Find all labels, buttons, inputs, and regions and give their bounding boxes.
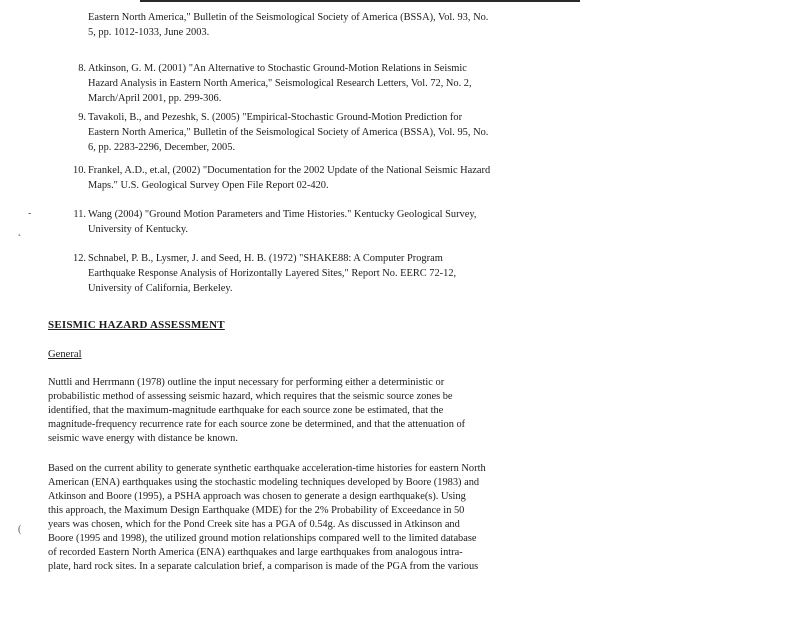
reference-line: 5, pp. 1012-1033, June 2003. <box>88 27 210 38</box>
reference-line: Eastern North America," Bulletin of the Seismological Society of America (BSSA), Vol. 93, No. <box>88 12 489 23</box>
paragraph-line: identified, that the maximum-magnitude earthquake for each source zone be estimated, that the <box>48 405 444 416</box>
reference-number: 11. <box>73 209 86 220</box>
body-paragraph <box>48 376 566 446</box>
reference-text <box>88 10 566 40</box>
reference-text <box>88 61 566 106</box>
reference-line: Earthquake Response Analysis of Horizontally Layered Sites," Report No. EERC 72-12, <box>88 268 457 279</box>
reference-line: Wang (2004) "Ground Motion Parameters and Time Histories." Kentucky Geological Survey, <box>88 209 477 220</box>
subsection-heading: General <box>48 349 82 360</box>
paragraph-line: of recorded Eastern North America (ENA) earthquakes and large earthquakes from analogous intra- <box>48 547 463 558</box>
reference-line: University of California, Berkeley. <box>88 283 233 294</box>
reference-line: Eastern North America," Bulletin of the Seismological Society of America (BSSA), Vol. 95, No. <box>88 127 489 138</box>
body-paragraph <box>48 462 566 574</box>
reference-text <box>88 207 566 237</box>
reference-line: 6, pp. 2283-2296, December, 2005. <box>88 142 236 153</box>
scan-mark: ˛ <box>18 226 22 237</box>
reference-line: Hazard Analysis in Eastern North America," Seismological Research Letters, Vol. 72, No. 2, <box>88 78 472 89</box>
reference-text <box>88 110 566 155</box>
reference-number: 10. <box>73 165 86 176</box>
reference-number: 12. <box>73 253 86 264</box>
paragraph-line: Based on the current ability to generate synthetic earthquake acceleration-time histories for eastern North <box>48 463 486 474</box>
paragraph-line: magnitude-frequency recurrence rate for each source zone be determined, and that the attenuation of <box>48 419 466 430</box>
reference-line: Atkinson, G. M. (2001) "An Alternative to Stochastic Ground-Motion Relations in Seismic <box>88 63 467 74</box>
paragraph-line: Atkinson and Boore (1995), a PSHA approach was chosen to generate a design earthquake(s). Using <box>48 491 466 502</box>
reference-line: March/April 2001, pp. 299-306. <box>88 93 222 104</box>
reference-line: Schnabel, P. B., Lysmer, J. and Seed, H. B. (1972) "SHAKE88: A Computer Program <box>88 253 443 264</box>
scan-mark: ( <box>18 524 22 535</box>
paragraph-line: seismic wave energy with distance be known. <box>48 433 238 444</box>
paragraph-line: plate, hard rock sites. In a separate calculation brief, a comparison is made of the PGA from the various <box>48 561 479 572</box>
reference-line: Maps." U.S. Geological Survey Open File Report 02-420. <box>88 180 329 191</box>
paragraph-line: Nuttli and Herrmann (1978) outline the input necessary for performing either a deterministic or <box>48 377 445 388</box>
scan-mark: - <box>28 208 32 219</box>
paragraph-line: American (ENA) earthquakes using the stochastic modeling techniques developed by Boore (1983) and <box>48 477 480 488</box>
reference-text <box>88 251 566 296</box>
reference-line: University of Kentucky. <box>88 224 189 235</box>
paragraph-line: years was chosen, which for the Pond Creek site has a PGA of 0.54g. As discussed in Atkinson and <box>48 519 460 530</box>
paragraph-line: probabilistic method of assessing seismic hazard, which requires that the seismic source zones be <box>48 391 453 402</box>
paragraph-line: this approach, the Maximum Design Earthquake (MDE) for the 2% Probability of Exceedance in 50 <box>48 505 465 516</box>
reference-text <box>88 163 566 193</box>
section-heading: SEISMIC HAZARD ASSESSMENT <box>48 319 225 331</box>
reference-line: Tavakoli, B., and Pezeshk, S. (2005) "Empirical-Stochastic Ground-Motion Prediction for <box>88 112 463 123</box>
top-rule-line <box>140 0 580 2</box>
reference-number: 8. <box>78 63 86 74</box>
reference-line: Frankel, A.D., et.al, (2002) "Documentation for the 2002 Update of the National Seismic Hazard <box>88 165 491 176</box>
paragraph-line: Boore (1995 and 1998), the utilized ground motion relationships compared well to the limited database <box>48 533 477 544</box>
reference-number: 9. <box>78 112 86 123</box>
